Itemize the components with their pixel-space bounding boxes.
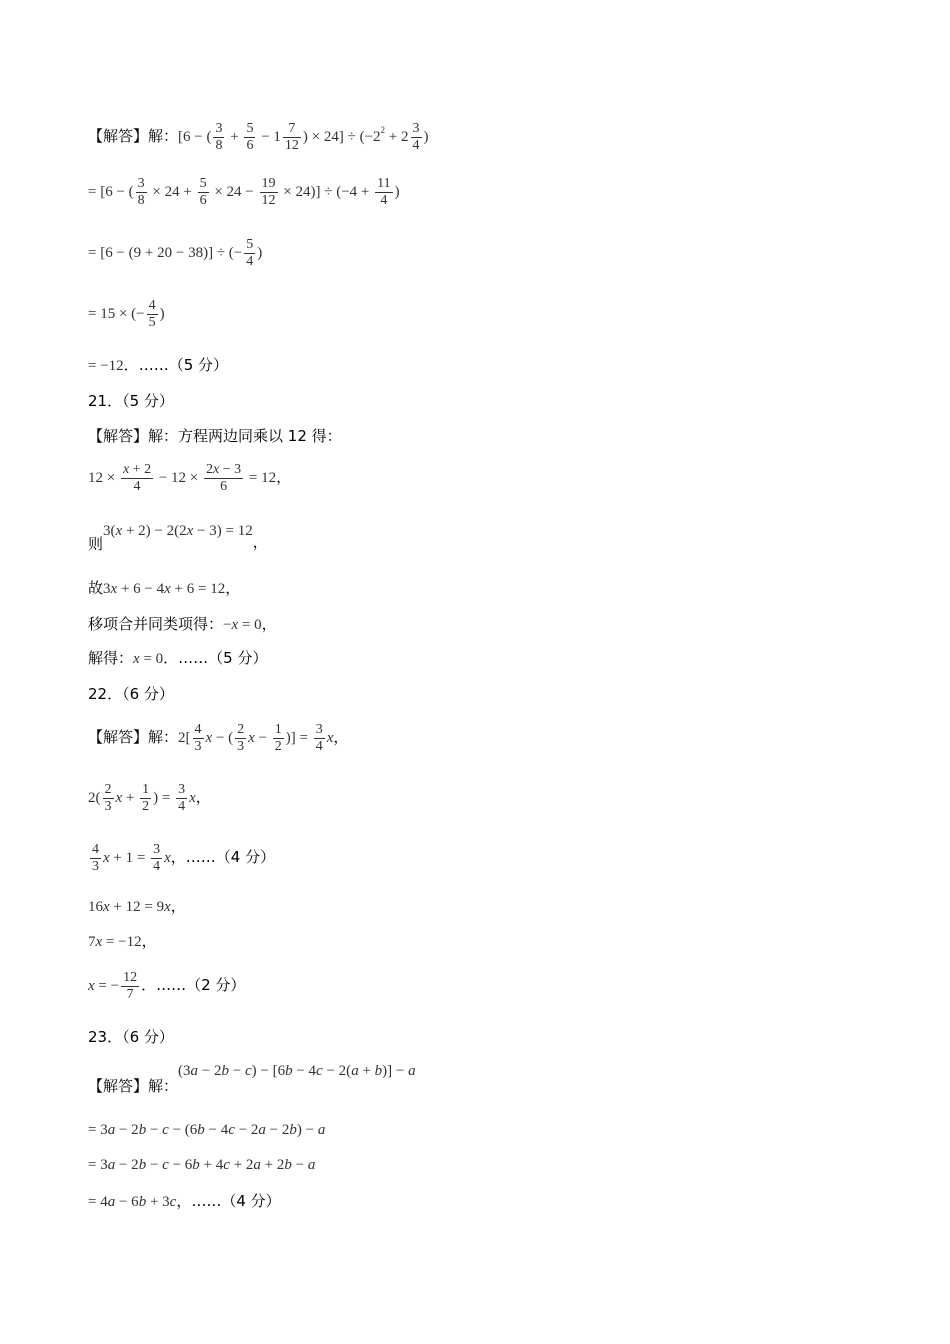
math-expression: x = 0 [133,651,164,667]
q22-line-2: 2( $\frac{2}{3}$ x + $\frac{1}{2}$ ) = $\frac{3}{4}$ x， [88,782,211,814]
q20-line-2 [88,176,400,209]
math-expression: $\frac{4}{3}$ x + 1 = $\frac{3}{4}$ x [92,842,171,874]
math-expression: 2( $\frac{2}{3}$ x + $\frac{1}{2}$ ) = $\frac{3}{4}$ x [88,782,196,814]
math-expression: 12 × $\frac{x + 2}{4}$ − 12 × $\frac{2x - 3}{6}$ = 12 [88,462,277,494]
math-expression: 7x = −12 [88,934,142,950]
q22-line-3: $\frac{4}{3}$ x + 1 = $\frac{3}{4}$ x，……（4 分） [88,842,275,875]
score-note: ……（4 分） [185,847,276,866]
q21-line-4: 故3x + 6 − 4x + 6 = 12， [88,579,241,597]
q20-line-1 [88,120,429,154]
q21-heading: 21．（5 分） [88,392,174,410]
math-expression: 3(x + 2) − 2(2x − 3) = 12 [103,523,253,539]
math-expression: = 4a − 6b + 3c [88,1194,177,1210]
q20-line-5: = −12．……（5 分） [88,356,228,374]
math-expression: 3x + 6 − 4x + 6 = 12 [103,581,226,597]
answer-label: 【解答】解： [88,127,179,145]
q23-line-4: = 4a − 6b + 3c，……（4 分） [88,1192,281,1210]
answer-label: 【解答】解： [88,727,179,746]
math-expression: (3a − 2b − c) − [6b − 4c − 2(a + b)] − a [178,1063,416,1079]
q21-line-3: 则3(x + 2) − 2(2x − 3) = 12， [88,523,268,553]
q22-line-6: x = − $\frac{12}{7}$ ．……（2 分） [88,970,246,1002]
q22-line-1: 【解答】解：2[ $\frac{4}{3}$ x − ( $\frac{2}{3}$ x − $\frac{1}{2}$ )] = $\frac{3}{4}$ x， [88,722,349,754]
q22-line-4: 16x + 12 = 9x， [88,897,186,915]
q23-line-1 [88,1060,416,1095]
q23-line-2 [88,1119,325,1140]
score-note: ……（4 分） [191,1192,281,1210]
answer-label: 【解答】解： [88,1077,179,1095]
math-expression: = [6 − ( $\frac{3}{8}$ × 24 + $\frac{5}{6}$ × 24 − $\frac{19}{12}$ × 24)] ÷ (−4 + $\frac{11}{4}$ ) [88,176,400,208]
answer-label: 【解答】解：方程两边同乘以 12 得： [88,427,342,445]
score-note: ……（5 分） [138,356,228,374]
score-note: ……（2 分） [156,975,246,994]
math-expression: x = − $\frac{12}{7}$ [88,970,138,1002]
math-expression: −x = 0 [223,617,262,633]
q22-heading: 22．（6 分） [88,685,174,703]
math-expression: = 15 × (− $\frac{4}{5}$ ) [88,298,165,330]
math-expression: 16x + 12 = 9x [88,899,171,915]
q20-line-3 [88,237,262,270]
q21-line-1 [88,426,342,446]
q22-line-5: 7x = −12， [88,932,157,950]
math-expression: = −12 [88,358,124,374]
q21-line-6: 解得：x = 0．……（5 分） [88,649,268,667]
math-expression: 2[ $\frac{4}{3}$ x − ( $\frac{2}{3}$ x − $\frac{1}{2}$ )] = $\frac{3}{4}$ x [178,722,334,754]
q23-heading: 23．（6 分） [88,1028,174,1046]
q21-line-5: 移项合并同类项得：−x = 0， [88,615,277,633]
math-expression: [6 − ( $\frac{3}{8}$ + $\frac{5}{6}$ − 1 $\frac{7}{12}$ ) × $24] \div (-2^2 + 2$ $\frac{3}{4}$ ) [178,121,429,154]
math-expression: = 3a − 2b − c − 6b + 4c + 2a + 2b − a [88,1157,316,1173]
q23-line-3 [88,1154,315,1175]
score-note: ……（5 分） [178,649,268,667]
math-expression: = [6 − (9 + 20 − 38)] ÷ (− $\frac{5}{4}$ ) [88,237,263,269]
q21-line-2: 12 × $\frac{x + 2}{4}$ − 12 × $\frac{2x - 3}{6}$ = 12， [88,462,292,494]
math-expression: = 3a − 2b − c − (6b − 4c − 2a − 2b) − a [88,1122,326,1138]
q20-line-4 [88,298,165,331]
